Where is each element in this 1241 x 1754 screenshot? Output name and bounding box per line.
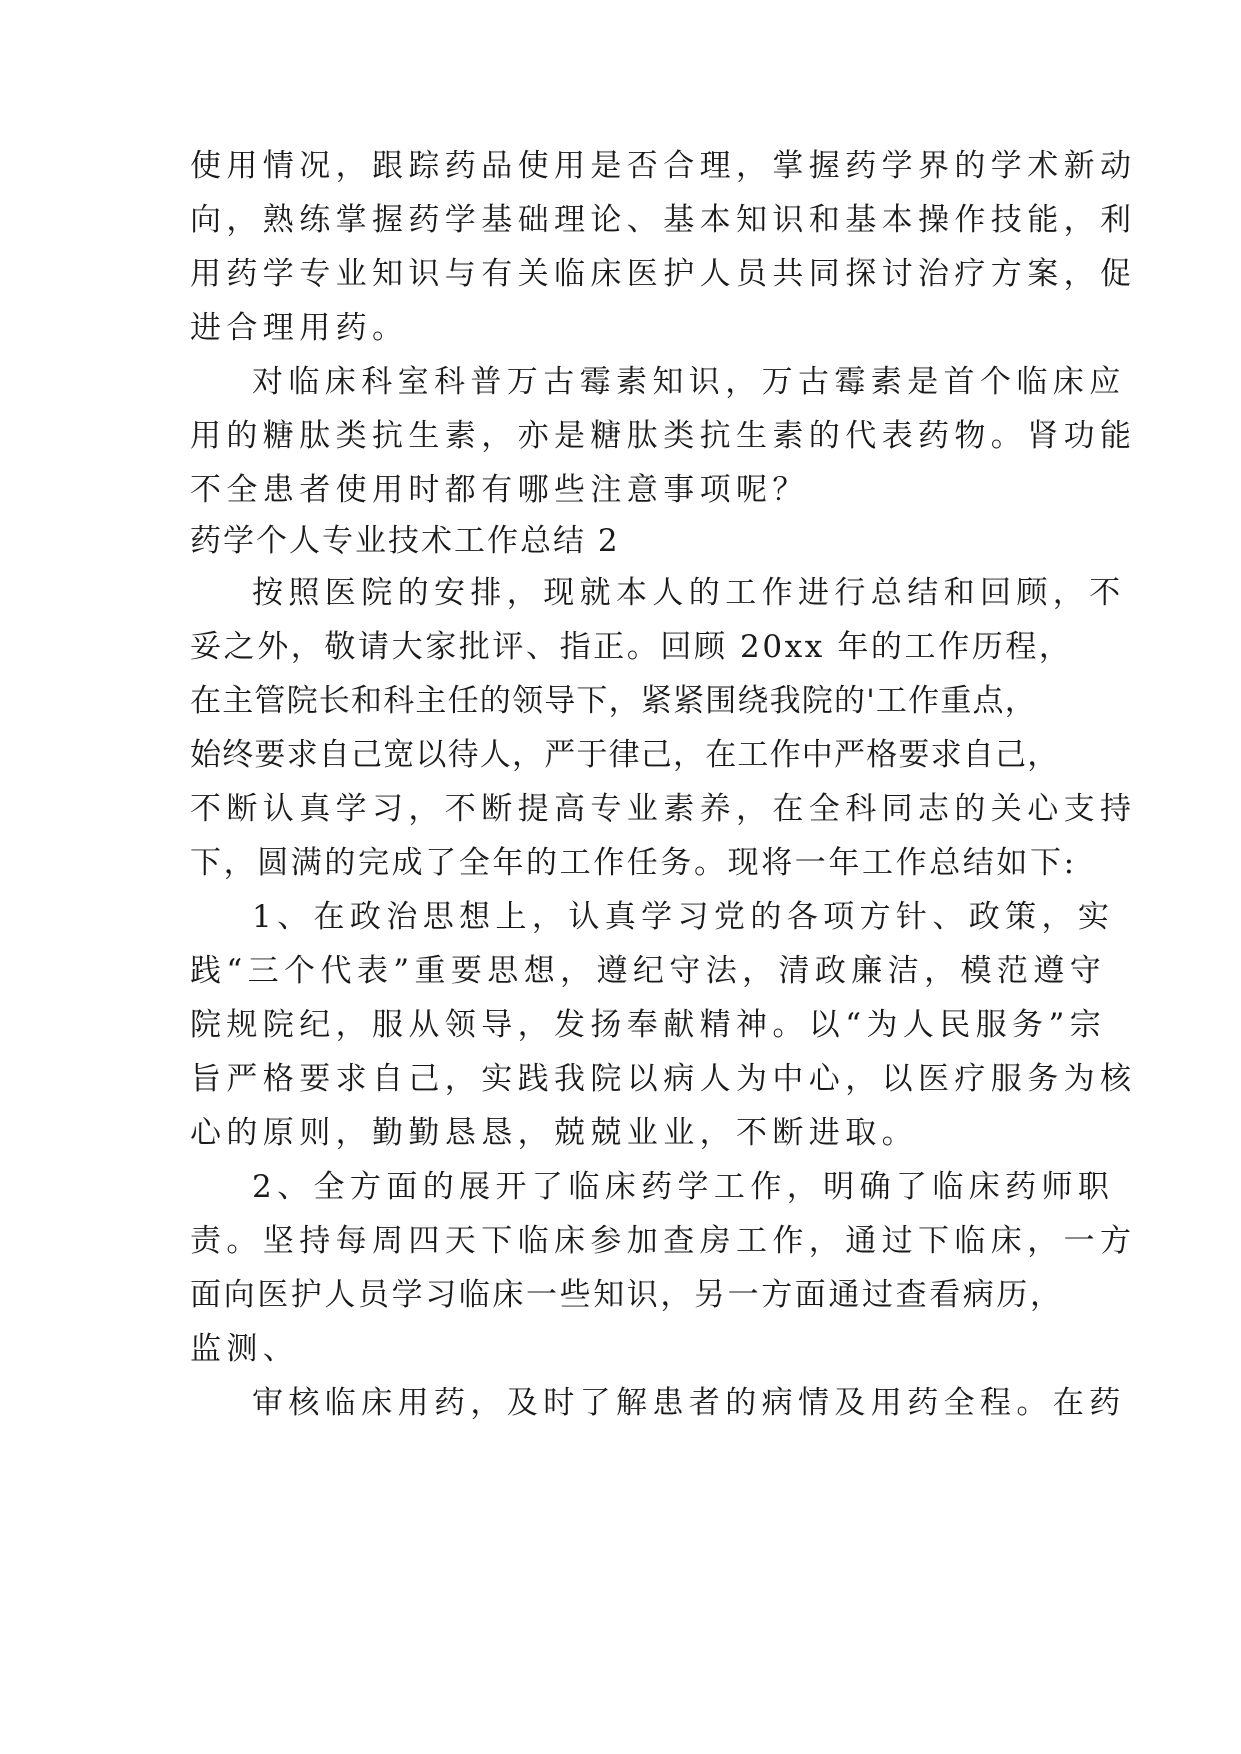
text-line: 在主管院长和科主任的领导下，紧紧围绕我院的'工作重点，	[190, 683, 1037, 719]
section-heading: 药学个人专业技术工作总结 2	[190, 523, 620, 559]
text-line: 监测、	[190, 1331, 300, 1367]
text-line: 始终要求自己宽以待人，严于律己，在工作中严格要求自己，	[190, 737, 1060, 773]
text-line: 下，圆满的完成了全年的工作任务。现将一年工作总结如下:	[190, 845, 1077, 881]
paragraph-first-line: 对临床科室科普万古霉素知识，万古霉素是首个临床应	[252, 364, 1126, 400]
text-line: 面向医护人员学习临床一些知识，另一方面通过查看病历，	[190, 1277, 1064, 1313]
text-line: 用的糖肽类抗生素，亦是糖肽类抗生素的代表药物。肾功能	[190, 418, 1137, 454]
text-line: 妥之外，敬请大家批评、指正。回顾 20xx 年的工作历程，	[190, 629, 1073, 665]
text-line: 用药学专业知识与有关临床医护人员共同探讨治疗方案，促	[190, 256, 1137, 292]
text-line: 践“三个代表”重要思想，遵纪守法，清政廉洁，模范遵守	[190, 953, 1107, 989]
text-line: 责。坚持每周四天下临床参加查房工作，通过下临床，一方	[190, 1223, 1137, 1259]
text-line: 院规院纪，服从领导，发扬奉献精神。以“为人民服务”宗	[190, 1007, 1107, 1043]
text-line: 心的原则，勤勤恳恳，兢兢业业，不断进取。	[190, 1115, 918, 1151]
text-line: 向，熟练掌握药学基础理论、基本知识和基本操作技能，利	[190, 202, 1137, 238]
text-line: 使用情况，跟踪药品使用是否合理，掌握药学界的学术新动	[190, 148, 1137, 184]
paragraph-first-line: 按照医院的安排，现就本人的工作进行总结和回顾，不	[252, 575, 1126, 611]
text-line: 旨严格要求自己，实践我院以病人为中心，以医疗服务为核	[190, 1061, 1137, 1097]
paragraph-first-line: 2、全方面的展开了临床药学工作，明确了临床药师职	[252, 1169, 1115, 1205]
text-line: 不全患者使用时都有哪些注意事项呢？	[190, 472, 809, 508]
text-line: 进合理用药。	[190, 310, 409, 346]
paragraph-first-line: 审核临床用药，及时了解患者的病情及用药全程。在药	[252, 1385, 1126, 1421]
paragraph-first-line: 1、在政治思想上，认真学习党的各项方针、政策，实	[252, 899, 1115, 935]
text-line: 不断认真学习，不断提高专业素养，在全科同志的关心支持	[190, 791, 1137, 827]
